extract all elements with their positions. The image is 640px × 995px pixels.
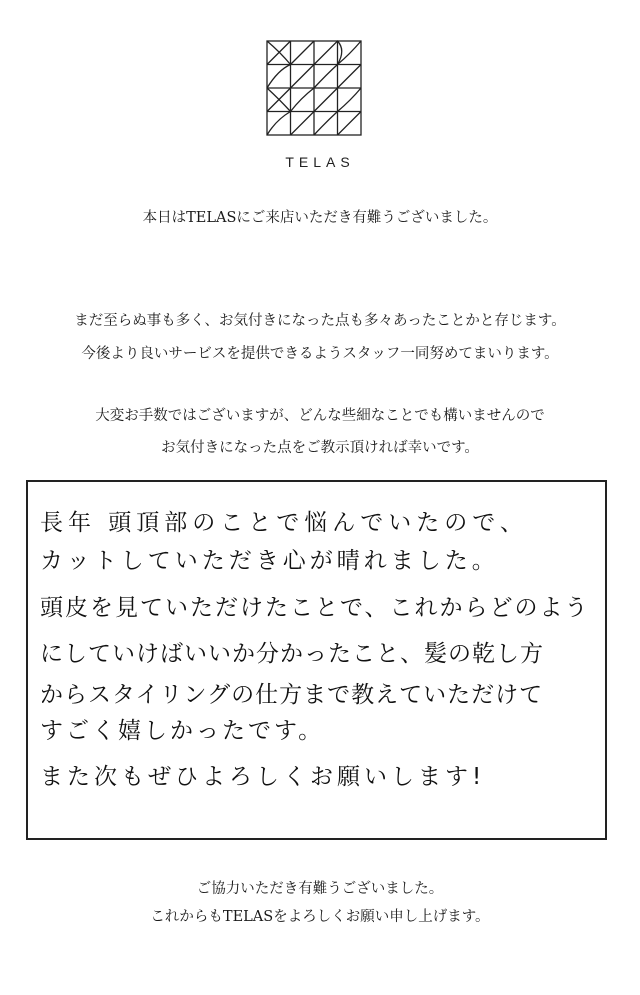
message-line-2: 今後より良いサービスを提供できるようスタッフ一同努めてまいります。: [81, 346, 559, 362]
footer-line-1: ご協力いただき有難うございました。: [196, 881, 444, 897]
message-line-1: まだ至らぬ事も多く、お気付きになった点も多々あったことかと存じます。: [74, 313, 566, 329]
comment-line: また次もぜひよろしくお願いします!: [40, 764, 486, 790]
message-line-3: 大変お手数ではございますが、どんな些細なことでも構いませんので: [95, 408, 545, 424]
message-line-4: お気付きになった点をご教示頂ければ幸いです。: [161, 440, 479, 456]
footer-line-2: これからもTELASをよろしくお願い申し上げます。: [150, 909, 490, 925]
telas-logo-icon: [266, 40, 362, 136]
comment-line: 長年 頭頂部のことで悩んでいたので、: [40, 510, 528, 536]
comment-line: からスタイリングの仕方まで教えていただけて: [40, 682, 544, 708]
comment-line: にしていけばいいか分かったこと、髪の乾し方: [40, 641, 544, 667]
brand-name: TELAS: [285, 154, 355, 170]
comment-line: カットしていただき心が晴れました。: [40, 548, 499, 574]
comment-line: 頭皮を見ていただけたことで、これからどのよう: [40, 595, 590, 621]
comment-line: すごく嬉しかったです。: [40, 718, 325, 744]
thanks-heading: 本日はTELASにご来店いただき有難うございました。: [142, 210, 498, 226]
